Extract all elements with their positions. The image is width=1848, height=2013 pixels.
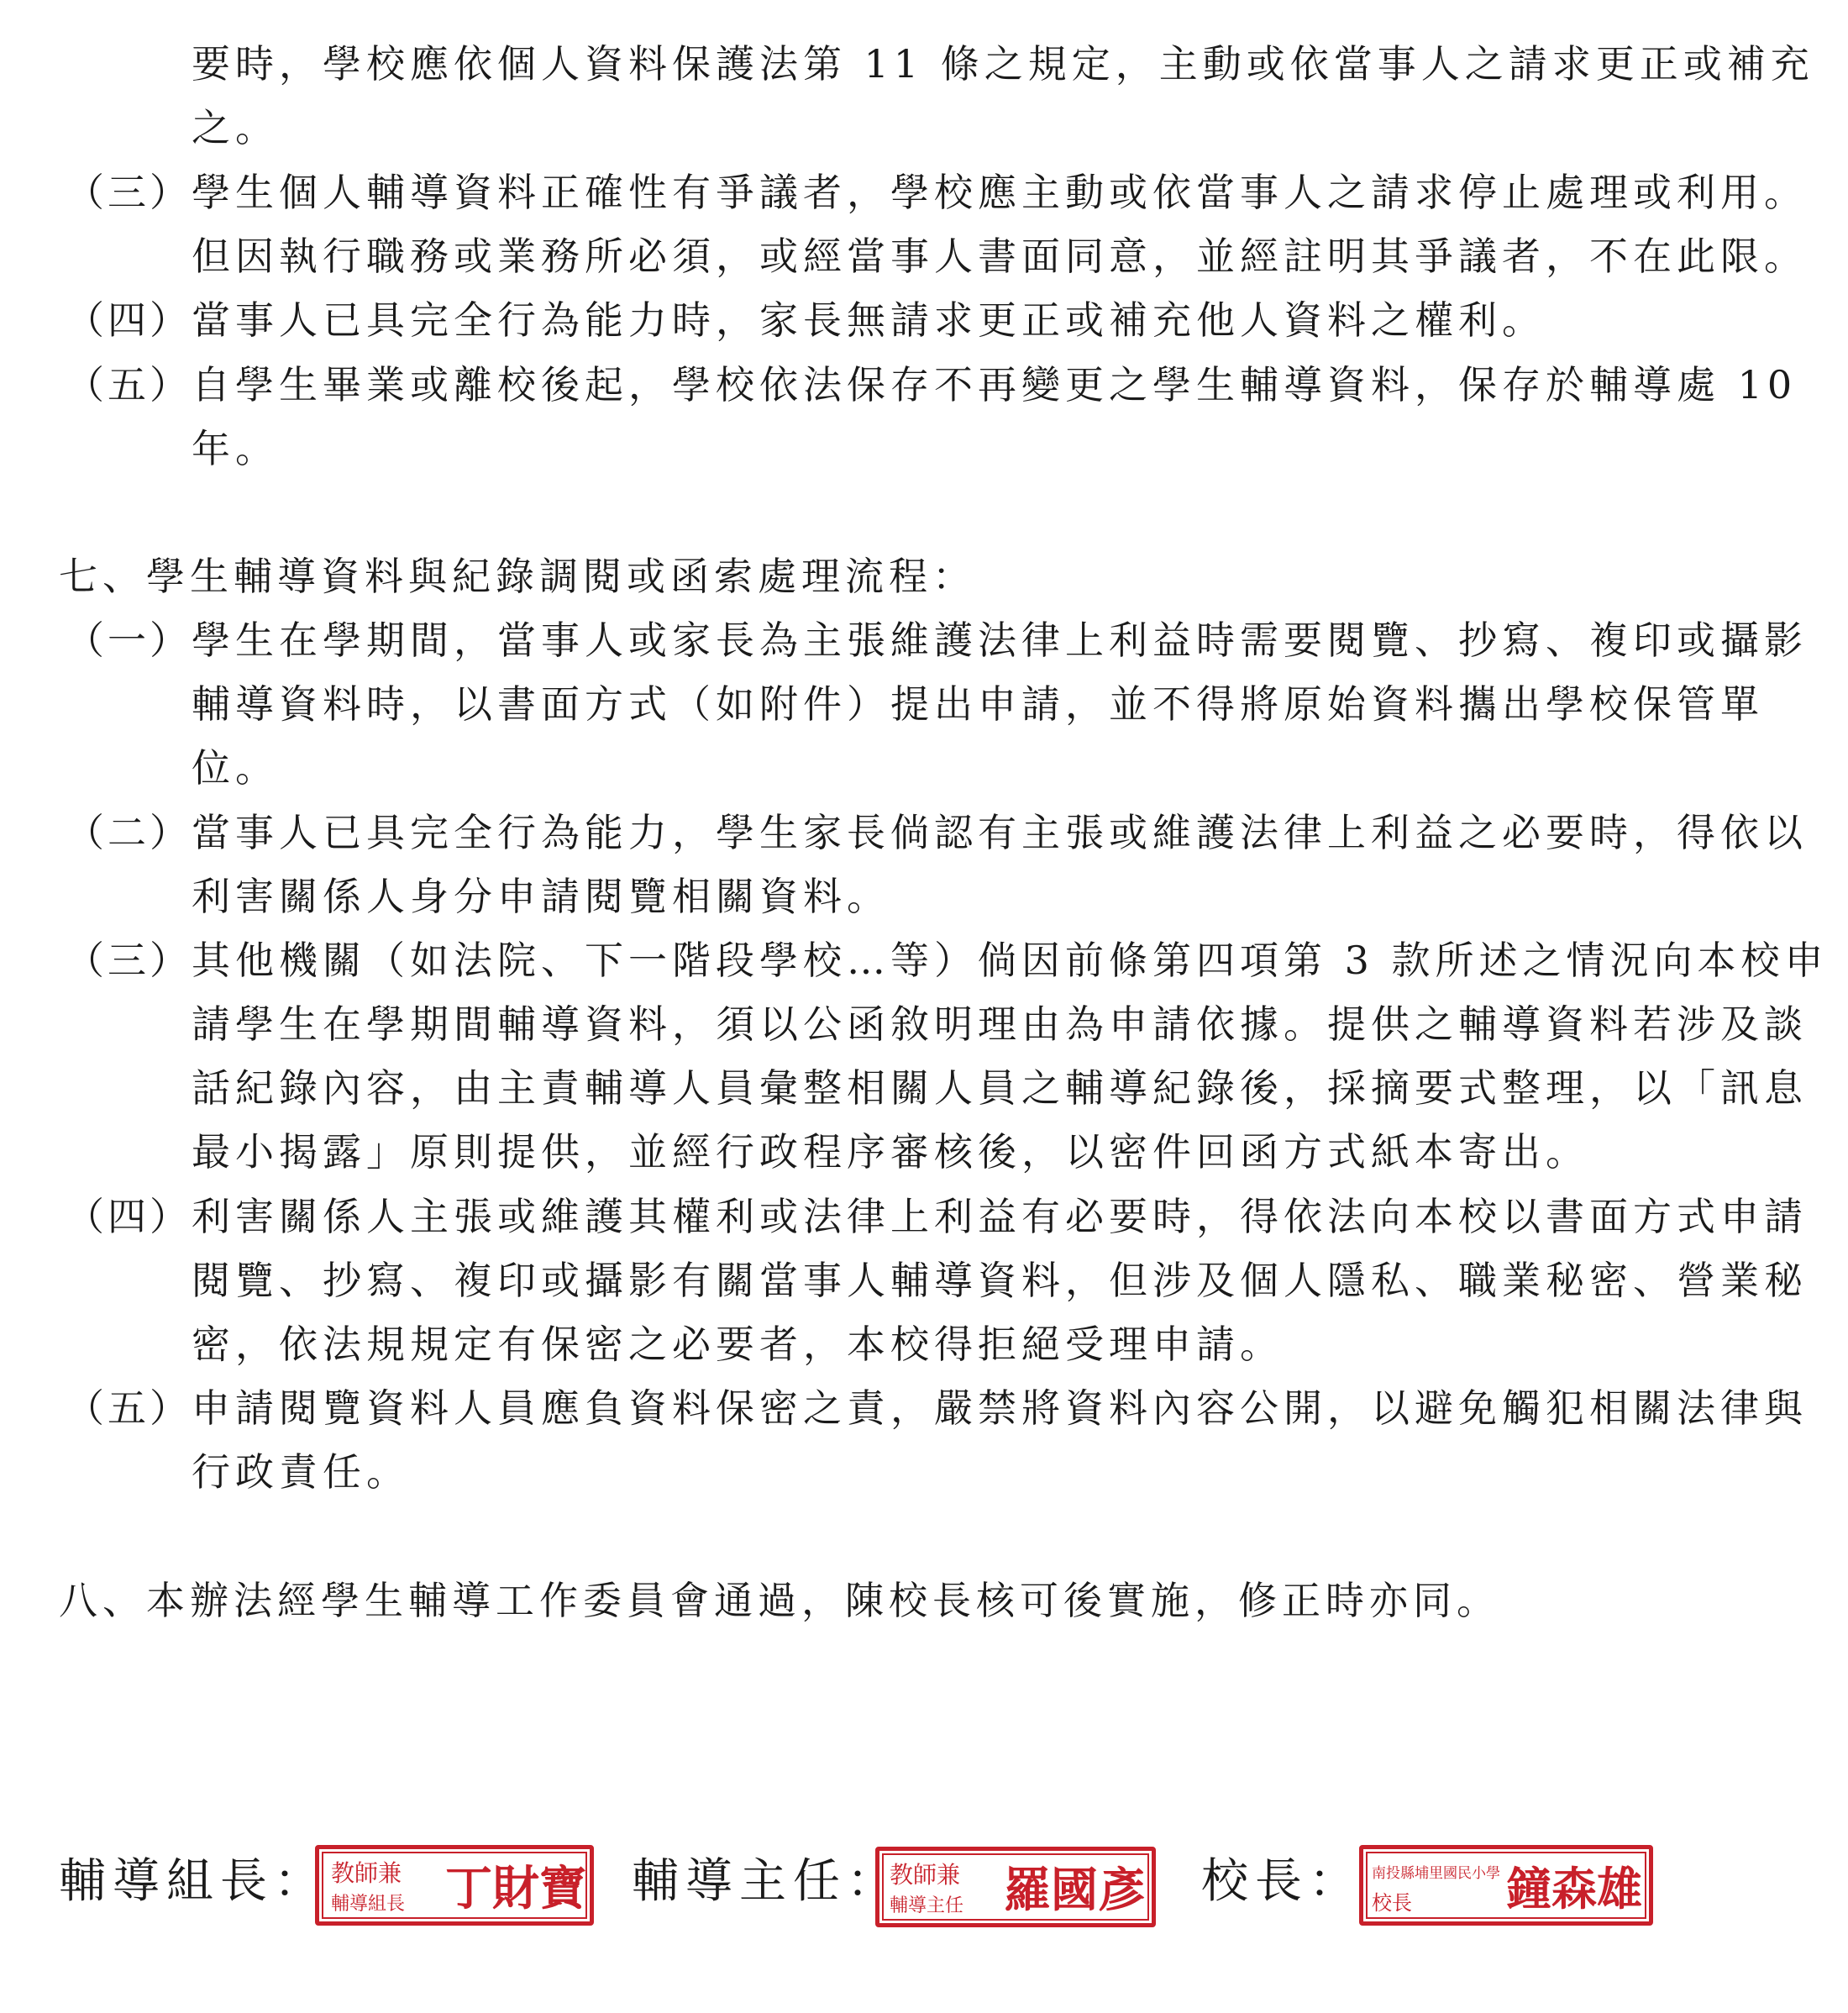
paragraph-line: 學生個人輔導資料正確性有爭議者，學校應主動或依當事人之請求停止處理或利用。 — [192, 170, 1808, 215]
paragraph-line: 當事人已具完全行為能力，學生家長倘認有主張或維護法律上利益之必要時，得依以 — [192, 810, 1808, 855]
stamp-subtitle: 輔導組長 — [331, 1894, 406, 1915]
stamp-title: 南投縣埔里國民小學 — [1372, 1865, 1500, 1882]
stamp-title: 教師兼 — [331, 1859, 402, 1887]
signature-label-counseling-leader: 輔導組長： — [59, 1854, 328, 1909]
item-marker: （一） — [66, 618, 192, 663]
paragraph-line: 利害關係人身分申請閱覽相關資料。 — [192, 874, 890, 919]
item-marker: （三） — [66, 938, 192, 983]
paragraph-line: 輔導資料時，以書面方式（如附件）提出申請，並不得將原始資料攜出學校保管單 — [192, 681, 1764, 727]
stamp-name: 鐘森雄 — [1506, 1862, 1642, 1916]
paragraph-line: 當事人已具完全行為能力時，家長無請求更正或補充他人資料之權利。 — [192, 297, 1546, 343]
stamp-counseling-leader — [315, 1845, 594, 1926]
paragraph-line: 申請閱覽資料人員應負資料保密之責，嚴禁將資料內容公開，以避免觸犯相關法律與 — [192, 1385, 1808, 1431]
paragraph-line: 最小揭露」原則提供，並經行政程序審核後，以密件回函方式紙本寄出。 — [192, 1129, 1589, 1175]
paragraph-line: 要時，學校應依個人資料保護法第 11 條之規定，主動或依當事人之請求更正或補充 — [192, 41, 1814, 87]
item-marker: （四） — [66, 297, 192, 343]
paragraph-line: 位。 — [192, 745, 279, 791]
section-heading: 七、學生輔導資料與紀錄調閱或函索處理流程： — [59, 554, 976, 599]
item-marker: （五） — [66, 362, 192, 407]
stamp-subtitle: 校長 — [1372, 1891, 1412, 1915]
paragraph-line: 自學生畢業或離校後起，學校依法保存不再變更之學生輔導資料，保存於輔導處 10 — [192, 362, 1798, 407]
paragraph-line: 但因執行職務或業務所必須，或經當事人書面同意，並經註明其爭議者，不在此限。 — [192, 234, 1808, 279]
signature-label-principal: 校長： — [1201, 1854, 1362, 1909]
paragraph-line: 行政責任。 — [192, 1449, 410, 1495]
stamp-name: 羅國彥 — [1004, 1863, 1145, 1918]
paragraph-line: 其他機關（如法院、下一階段學校…等）倘因前條第四項第 3 款所述之情況向本校申 — [192, 938, 1829, 983]
paragraph-line: 學生在學期間，當事人或家長為主張維護法律上利益時需要閱覽、抄寫、複印或攝影 — [192, 618, 1808, 663]
stamp-title: 教師兼 — [890, 1861, 961, 1889]
signature-label-counseling-director: 輔導主任： — [632, 1854, 900, 1909]
paragraph-line: 利害關係人主張或維護其權利或法律上利益有必要時，得依法向本校以書面方式申請 — [192, 1194, 1808, 1239]
stamp-name: 丁財寶 — [445, 1861, 586, 1916]
paragraph-line: 話紀錄內容，由主責輔導人員彙整相關人員之輔導紀錄後，採摘要式整理，以「訊息 — [192, 1065, 1808, 1111]
item-marker: （二） — [66, 810, 192, 855]
item-marker: （四） — [66, 1194, 192, 1239]
stamp-counseling-director — [875, 1847, 1156, 1927]
paragraph-line: 請學生在學期間輔導資料，須以公函敘明理由為申請依據。提供之輔導資料若涉及談 — [192, 1001, 1808, 1047]
paragraph-line: 閱覽、抄寫、複印或攝影有關當事人輔導資料，但涉及個人隱私、職業秘密、營業秘 — [192, 1258, 1808, 1303]
item-marker: （五） — [66, 1385, 192, 1431]
section-heading: 八、本辦法經學生輔導工作委員會通過，陳校長核可後實施，修正時亦同。 — [59, 1578, 1500, 1623]
item-marker: （三） — [66, 170, 192, 215]
stamp-subtitle: 輔導主任 — [890, 1895, 964, 1916]
paragraph-line: 年。 — [192, 426, 279, 471]
paragraph-line: 之。 — [192, 105, 279, 150]
stamp-principal — [1359, 1845, 1653, 1926]
paragraph-line: 密，依法規規定有保密之必要者，本校得拒絕受理申請。 — [192, 1322, 1284, 1367]
